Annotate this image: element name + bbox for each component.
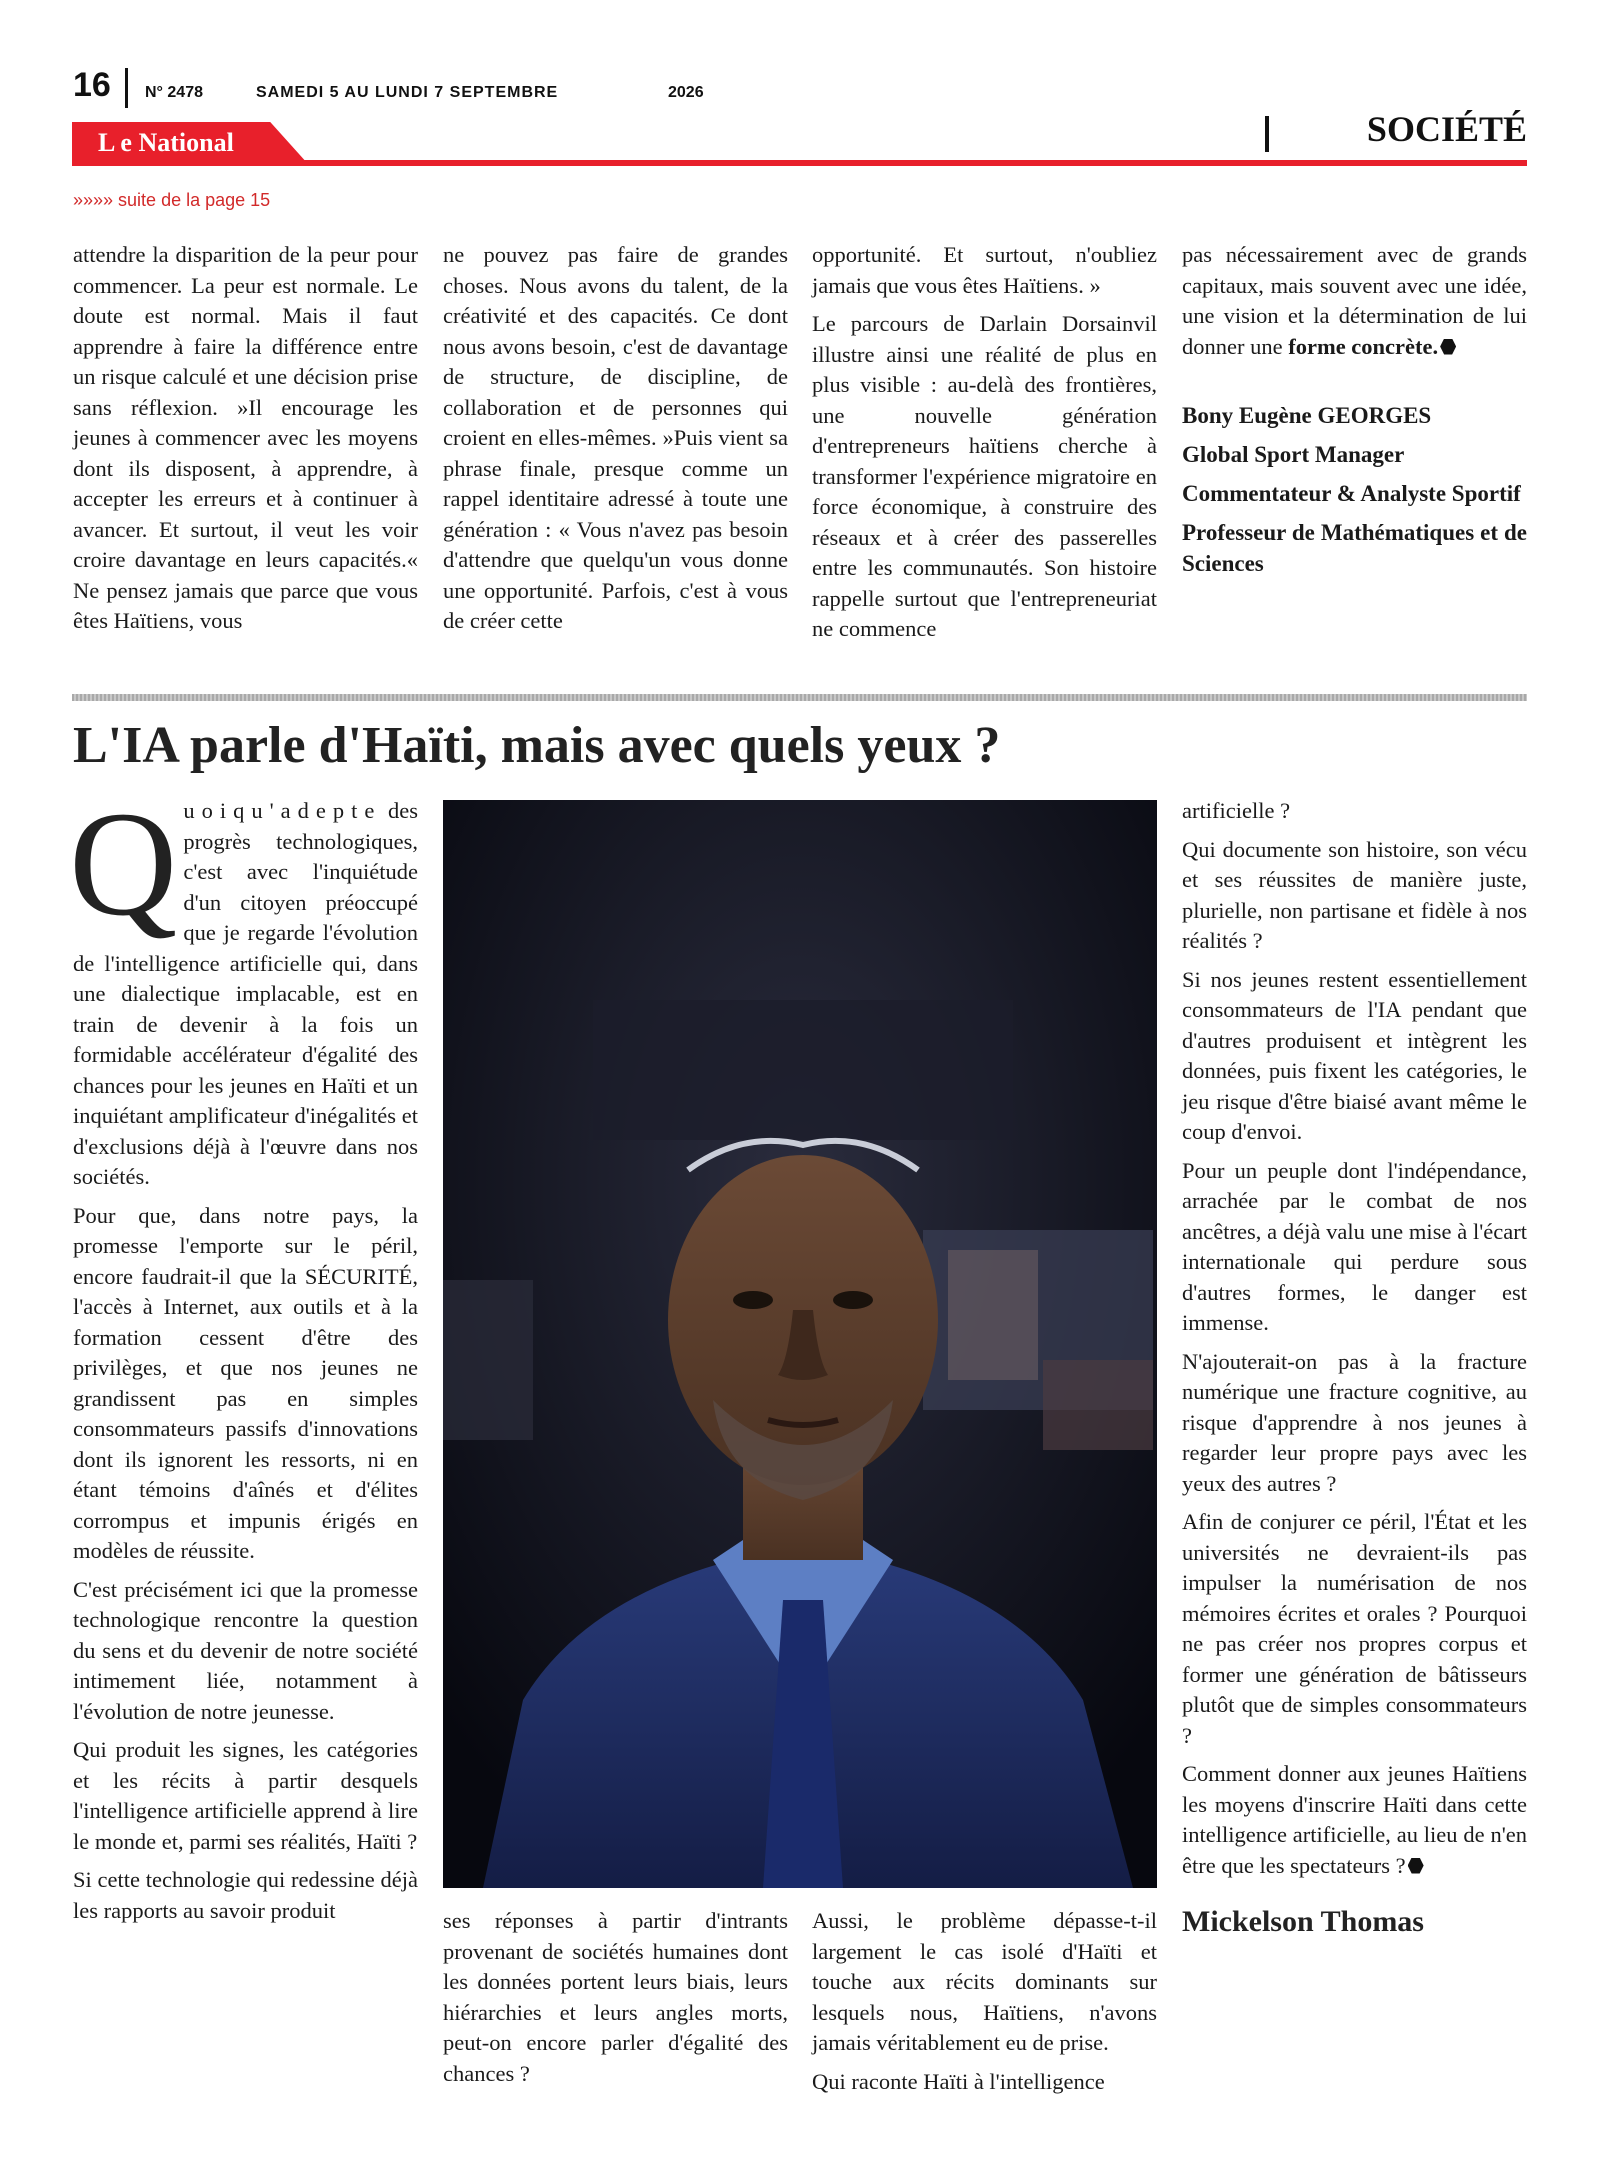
article-column-3 [812,1906,1157,2105]
section-divider [1265,116,1269,152]
paragraph [1182,240,1527,362]
article-author: Mickelson Thomas [1182,1905,1424,1938]
drop-cap: Q [69,781,178,947]
article-column-2 [443,1906,788,2097]
article-column-1 [69,781,418,1934]
portrait-image [443,800,1157,1888]
brand-logo: L e National [98,128,234,157]
signature-name: Bony Eugène GEORGES [1182,403,1432,428]
header-rule [72,160,1527,166]
article-headline: L'IA parle d'Haïti, mais avec quels yeux ? [73,717,1001,774]
paragraph: Qui documente son histoire, son vécu et ses réussites de manière juste, plurielle, non partisane et fidèle à nos réalités ? [1182,836,1527,953]
article-divider [72,694,1527,701]
signature-role: Global Sport Manager [1182,442,1405,467]
paragraph: Si cette technologie qui redessine déjà les rapports au savoir produit [73,1867,418,1923]
issue-date: SAMEDI 5 AU LUNDI 7 SEPTEMBRE [256,84,559,101]
paragraph-text: Comment donner aux jeunes Haïtiens les moyens d'inscrire Haïti dans cette intelligence artificielle, au lieu de n'en être que les spectateurs ? [1182,1761,1527,1878]
issue-number: N° 2478 [145,84,203,101]
paragraph: Le parcours de Darlain Dorsainvil illustre ainsi une réalité de plus en plus visible : au-delà des frontières, une nouvelle génération d'entrepreneurs haïtiens cherche à transformer l'expérience migratoire en force économique, à construire des réseaux et à créer des passerelles entre les communautés. Son histoire rappelle surtout que l'entrepreneuriat ne commence [812,311,1157,641]
continued-column-1 [73,240,418,645]
end-of-article-icon [1440,339,1456,355]
signature-role: Commentateur & Analyste Sportif [1182,481,1521,506]
paragraph: Aussi, le problème dépasse-t-il largement le cas isolé d'Haïti et touche aux récits dominants sur lesquels nous, Haïtiens, n'avons jamais véritablement eu de prise. [812,1908,1157,2055]
issue-year: 2026 [668,84,704,101]
paragraph: ses réponses à partir d'intrants provenant de sociétés humaines dont les données portent leurs biais, leurs hiérarchies et leurs angles morts, peut-on encore parler d'égalité des chances ? [443,1908,788,2086]
paragraph: artificielle ? [1182,798,1291,823]
first-line: uoiqu'adepte [183,798,382,823]
continued-from-link[interactable]: »»»» suite de la page 15 [73,190,271,210]
paragraph [69,781,418,1193]
paragraph: Afin de conjurer ce péril, l'État et les universités ne devraient-ils pas impulser la numérisation de nos mémoires écrites et orales ? Pourquoi ne pas créer nos propres corpus et former une génération de bâtisseurs plutôt que de simples consommateurs ? [1182,1509,1527,1748]
paragraph: ne pouvez pas faire de grandes choses. Nous avons du talent, de la créativité et des capacités. Ce dont nous avons besoin, c'est de davantage de structure, de discipline, de collaboration et de personnes qui croient en elles-mêmes. »Puis vient sa phrase finale, presque comme un rappel identitaire adressé à toute une génération : « Vous n'avez pas besoin d'attendre que quelqu'un vous donne une opportunité. Parfois, c'est à vous de créer cette [443,242,788,633]
header-divider [125,68,128,108]
paragraph: Pour que, dans notre pays, la promesse l'emporte sur le péril, encore faudrait-il que la SÉCURITÉ, l'accès à Internet, aux outils et à la formation cessent d'être des privilèges, et que nos jeunes ne grandissent pas en simples consommateurs passifs d'innovations dont ils ignorent les ressorts, ni en étant témoins d'aînés et d'élites corrompus et impunis érigés en modèles de réussite. [73,1202,418,1563]
page-number: 16 [73,66,111,104]
paragraph-text: des progrès technologiques, c'est avec l'inquiétude d'un citoyen préoccupé que je regarde l'évolution de l'intelligence artificielle qui, dans une dialectique implacable, est en train de devenir à la fois un formidable accélérateur d'égalité des chances pour les jeunes en Haïti et un inquiétant amplificateur d'inégalités et d'exclusions déjà à l'œuvre dans nos sociétés. [73,798,418,1189]
continued-column-4 [1182,240,1527,587]
paragraph: Qui produit les signes, les catégories et les récits à partir desquels l'intelligence artificielle apprend à lire le monde et, parmi ses réalités, Haïti ? [73,1737,418,1854]
paragraph: opportunité. Et surtout, n'oubliez jamais que vous êtes Haïtiens. » [812,242,1157,298]
paragraph: Si nos jeunes restent essentiellement consommateurs de l'IA pendant que d'autres produisent et intègrent les données, puis fixent les catégories, le jeu risque d'être biaisé avant même le coup d'envoi. [1182,966,1527,1144]
paragraph-bold-text: forme concrète. [1288,333,1439,359]
paragraph-text: pas nécessairement avec de grands capitaux, mais souvent avec une idée, une vision et la détermination de lui donner une [1182,242,1527,359]
section-title: SOCIÉTÉ [1366,109,1527,149]
article-column-4 [1182,796,1527,1938]
paragraph: Pour un peuple dont l'indépendance, arrachée par le combat de nos ancêtres, a déjà valu une mise à l'écart internationale qui perdure sous d'autres formes, le danger est immense. [1182,1157,1527,1335]
signature-role: Professeur de Mathématiques et de Sciences [1182,520,1527,576]
paragraph [1182,1759,1527,1881]
paragraph: C'est précisément ici que la promesse technologique rencontre la question du sens et du devenir de notre société intimement liée, notamment à l'évolution de notre jeunesse. [73,1576,418,1724]
end-of-article-icon [1408,1858,1424,1874]
continued-column-3 [812,240,1157,653]
continued-column-2 [443,240,788,645]
author-photo [443,800,1157,1888]
paragraph: N'ajouterait-on pas à la fracture numérique une fracture cognitive, au risque d'apprendre à nos jeunes à regarder leur propre pays avec les yeux des autres ? [1182,1348,1527,1496]
paragraph: attendre la disparition de la peur pour commencer. La peur est normale. Le doute est normal. Mais il faut apprendre à faire la différence entre un risque calculé et une décision prise sans réflexion. »Il encourage les jeunes à commencer avec les moyens dont ils disposent, à apprendre, à accepter les erreurs et à continuer à avancer. Et surtout, il veut les voir croire davantage en leurs capacités.« Ne pensez jamais que parce que vous êtes Haïtiens, vous [73,242,418,633]
paragraph: Qui raconte Haïti à l'intelligence [812,2068,1105,2094]
